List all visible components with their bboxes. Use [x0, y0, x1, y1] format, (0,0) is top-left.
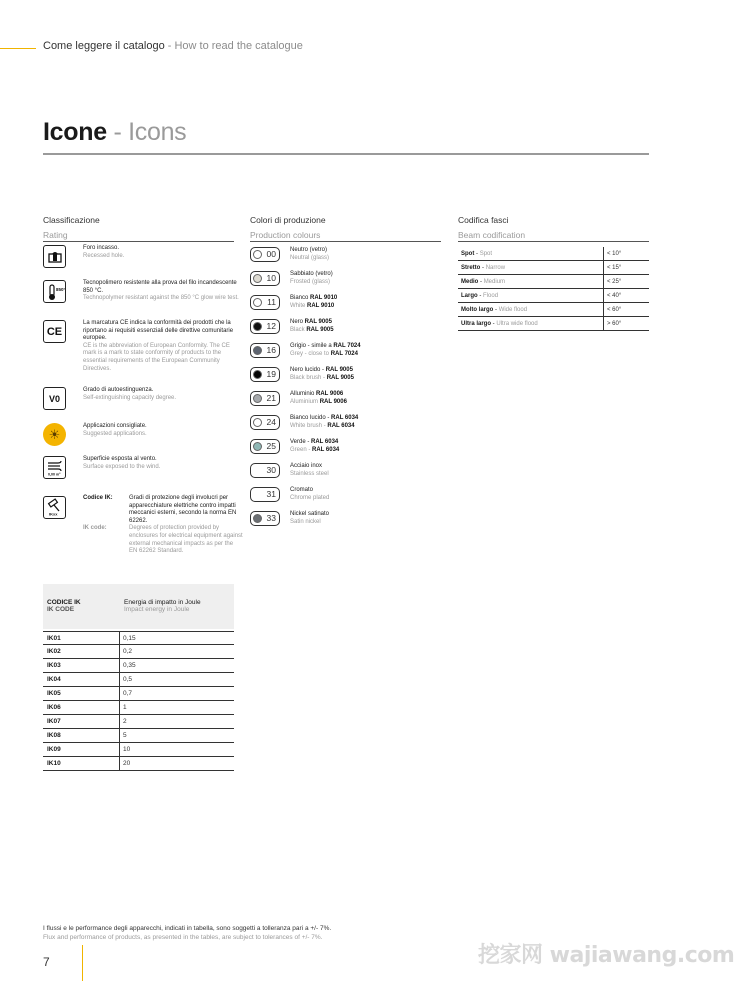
colour-code: 16	[266, 345, 276, 355]
ik-code-cell: IK02	[43, 645, 120, 658]
ik-code-cell: IK06	[43, 701, 120, 714]
svg-text:IKxx: IKxx	[48, 511, 57, 516]
ik-energy-table	[43, 584, 234, 771]
ik-label-it: Codice IK:	[83, 495, 113, 501]
colour-swatch	[253, 442, 262, 451]
header-it: Come leggere il catalogo	[43, 40, 165, 52]
colour-code-badge	[250, 463, 280, 478]
ik-energy-cell: 0,2	[123, 648, 133, 655]
table-row	[458, 247, 649, 261]
svg-text:850°: 850°	[55, 286, 65, 292]
colour-code: 12	[266, 321, 276, 331]
colour-code: 11	[267, 297, 276, 307]
ik-code-cell: IK10	[43, 757, 120, 770]
table-row	[458, 317, 649, 331]
colour-code-badge	[250, 247, 280, 262]
colour-swatch	[253, 274, 262, 283]
colour-item-16: 16 Grigio - simile a RAL 7024 Grey - close to RAL 7024	[250, 342, 440, 366]
beam-table	[458, 247, 649, 331]
ik-code-cell: IK01	[43, 632, 120, 644]
ik-energy-cell: 0,7	[123, 690, 133, 697]
ik-code-cell: IK05	[43, 687, 120, 700]
colour-code-badge	[250, 271, 280, 286]
ik-energy-cell: 2	[123, 718, 127, 725]
colour-swatch	[253, 346, 262, 355]
ik-energy-cell: 0,5	[123, 676, 133, 683]
colour-item-10: 10 Sabbiato (vetro) Frosted (glass)	[250, 270, 440, 294]
colour-item-00: 00 Neutro (vetro) Neutral (glass)	[250, 246, 440, 270]
beam-angle-cell: > 60°	[607, 320, 622, 327]
ik-label-en: IK code:	[83, 525, 107, 532]
colour-item-12: 12 Nero RAL 9005 Black RAL 9005	[250, 318, 440, 342]
ik-code-cell: IK04	[43, 673, 120, 686]
colour-item-30: 30 Acciaio inox Stainless steel	[250, 462, 440, 486]
sun-icon: ☀	[43, 423, 66, 446]
recessed-hole-icon	[43, 245, 66, 268]
wind-surface-icon	[43, 456, 66, 479]
colour-item-11: 11 Bianco RAL 9010 White RAL 9010	[250, 294, 440, 318]
colour-code-badge	[250, 295, 280, 310]
colour-swatch	[253, 298, 262, 307]
ik-energy-cell: 0,15	[123, 634, 136, 642]
colour-code-badge	[250, 343, 280, 358]
colour-code: 31	[266, 489, 276, 499]
colour-code: 30	[266, 465, 276, 475]
table-row	[43, 701, 234, 715]
colour-item-19: 19 Nero lucido - RAL 9005 Black brush - RAL 9005	[250, 366, 440, 390]
colour-swatch	[253, 514, 262, 523]
colour-code: 21	[266, 393, 276, 403]
ik-energy-cell: 10	[123, 746, 131, 753]
accent-line	[0, 48, 36, 49]
tolerance-footnote: I flussi e le performance degli apparecchi, indicati in tabella, sono soggetti a tolleranza pari a +/- 7%. Flux and performance of products, as presented in the tables, are subject to tolerances of +/- 7%.	[43, 925, 332, 941]
ik-energy-cell: 20	[123, 760, 131, 767]
colour-item-24: 24 Bianco lucido - RAL 6034 White brush - RAL 6034	[250, 414, 440, 438]
beam-name-cell: Medio - Medium	[458, 275, 604, 288]
table-row	[43, 631, 234, 645]
ik-code-cell: IK09	[43, 743, 120, 756]
header-en: How to read the catalogue	[174, 40, 303, 52]
beam-angle-cell: < 40°	[607, 292, 622, 299]
colour-code-badge	[250, 391, 280, 406]
colour-code-badge	[250, 487, 280, 502]
ik-energy-cell: 1	[123, 704, 127, 711]
colour-code-badge	[250, 439, 280, 454]
watermark: 挖家网 wajiawang.com	[478, 943, 734, 968]
table-row	[43, 645, 234, 659]
page-number-rule	[82, 945, 83, 981]
colour-code: 25	[266, 441, 276, 451]
colour-swatch	[253, 394, 262, 403]
ik-energy-cell: 5	[123, 732, 127, 739]
ik-code-cell: IK07	[43, 715, 120, 728]
table-row	[43, 743, 234, 757]
colour-code: 10	[266, 273, 276, 283]
beam-name-cell: Largo - Flood	[458, 289, 604, 302]
colour-code: 33	[266, 513, 276, 523]
beam-name-cell: Ultra largo - Ultra wide flood	[458, 317, 604, 330]
beam-name-cell: Spot - Spot	[458, 247, 604, 260]
beam-name-cell: Stretto - Narrow	[458, 261, 604, 274]
colour-code-badge	[250, 319, 280, 334]
v0-flammability-icon: V0	[43, 387, 66, 410]
colour-code-badge	[250, 367, 280, 382]
ik-code-cell: IK08	[43, 729, 120, 742]
ik-energy-cell: 0,35	[123, 662, 136, 669]
title-divider	[43, 153, 649, 155]
colour-item-33: 33 Nickel satinato Satin nickel	[250, 510, 440, 534]
impact-hammer-icon	[43, 496, 66, 519]
svg-text:0,00 m²: 0,00 m²	[47, 472, 60, 476]
colour-swatch	[253, 322, 262, 331]
table-row	[43, 757, 234, 771]
colour-swatch	[253, 370, 262, 379]
table-row	[43, 659, 234, 673]
colours-divider	[250, 241, 441, 242]
rating-heading: Classificazione Rating	[43, 215, 100, 240]
colour-item-31: 31 Cromato Chrome plated	[250, 486, 440, 510]
title-en: Icons	[128, 118, 187, 146]
table-row	[458, 289, 649, 303]
colour-item-21: 21 Alluminio RAL 9006 Aluminium RAL 9006	[250, 390, 440, 414]
beam-angle-cell: < 60°	[607, 306, 622, 313]
table-row	[458, 275, 649, 289]
beam-angle-cell: < 25°	[607, 278, 622, 285]
beam-angle-cell: < 10°	[607, 250, 622, 257]
page-number: 7	[43, 955, 50, 969]
title-it: Icone	[43, 118, 107, 146]
colour-code-badge	[250, 415, 280, 430]
colour-code-badge	[250, 511, 280, 526]
ik-table-header: CODICE IK IK CODE Energia di impatto in Joule Impact energy in Joule	[43, 584, 234, 629]
colour-code: 24	[266, 417, 276, 427]
table-row	[43, 673, 234, 687]
colour-item-25: 25 Verde - RAL 6034 Green - RAL 6034	[250, 438, 440, 462]
ce-mark-icon: CE	[43, 320, 66, 343]
ik-code-description: Codice IK: Gradi di protezione degli involucri per apparecchiature elettriche contro impatti meccanici esterni, secondo la norma EN 62262. IK code: Degrees of protection provided by enclosures for electrical equipment against external mechanical impacts as per the EN 62262 Standard.	[83, 495, 243, 555]
colours-heading: Colori di produzione Production colours	[250, 215, 326, 240]
beam-name-cell: Molto largo - Wide flood	[458, 303, 604, 316]
table-row	[43, 729, 234, 743]
table-row	[458, 261, 649, 275]
page-title: Icone - Icons	[43, 118, 187, 146]
colour-swatch	[253, 418, 262, 427]
table-row	[458, 303, 649, 317]
ik-code-cell: IK03	[43, 659, 120, 672]
glow-wire-850-icon	[43, 280, 66, 303]
table-row	[43, 687, 234, 701]
beam-angle-cell: < 15°	[607, 264, 622, 271]
colour-code: 00	[266, 249, 276, 259]
beam-heading: Codifica fasci Beam codification	[458, 215, 526, 240]
colour-code: 19	[266, 369, 276, 379]
rating-divider	[43, 241, 234, 242]
beam-divider	[458, 241, 649, 242]
colour-swatch	[253, 250, 262, 259]
running-header: Come leggere il catalogo - How to read the catalogue	[43, 40, 303, 52]
table-row	[43, 715, 234, 729]
